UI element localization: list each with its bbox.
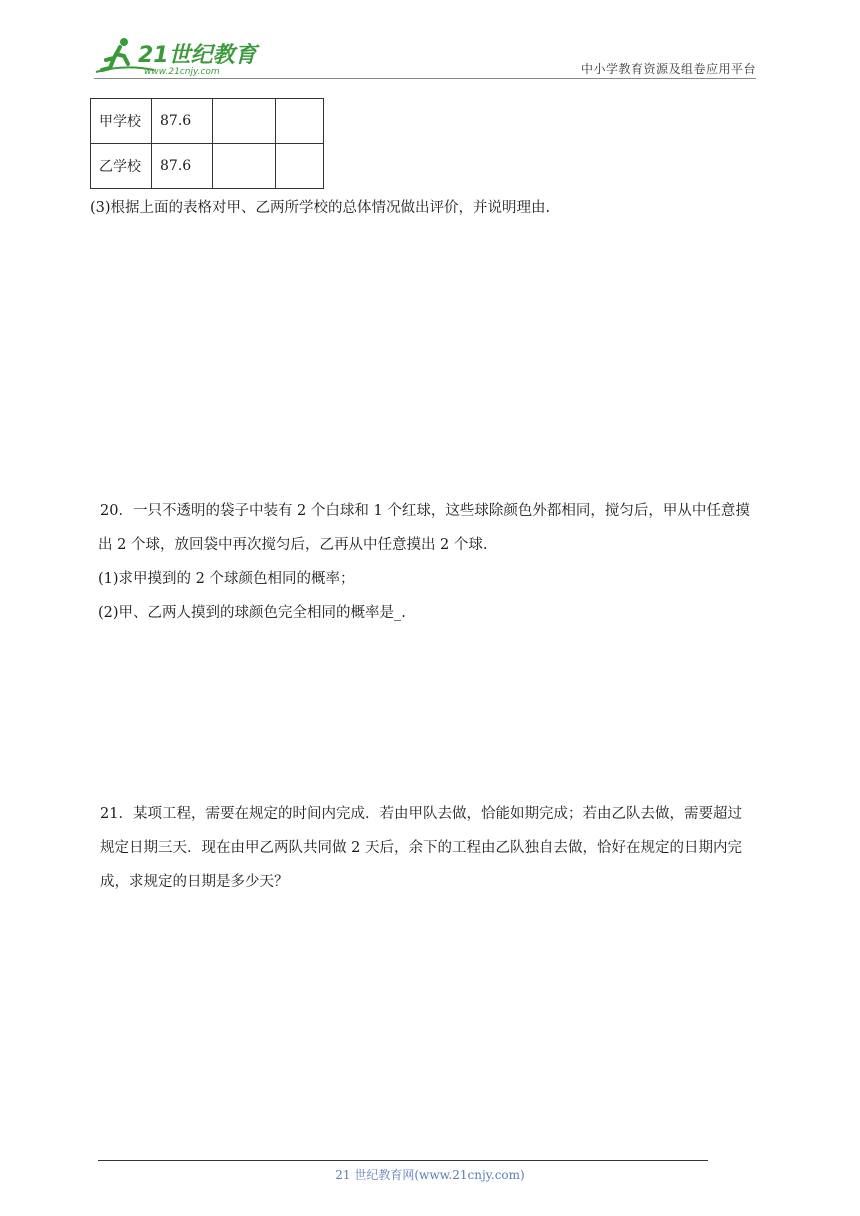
school-name-cell: 乙学校 (91, 144, 152, 189)
school-score-table (90, 98, 324, 189)
question-20-part-1: (1)求甲摸到的 2 个球颜色相同的概率； (98, 571, 355, 587)
question-19-part-3: (3)根据上面的表格对甲、乙两所学校的总体情况做出评价，并说明理由. (90, 200, 551, 216)
empty-cell (213, 144, 276, 189)
question-21-line-3: 成，求规定的日期是多少天？ (100, 874, 289, 890)
score-cell: 87.6 (152, 99, 213, 144)
footer-divider (98, 1160, 708, 1161)
question-21 (100, 797, 764, 899)
question-20-part-2: (2)甲、乙两人摸到的球颜色完全相同的概率是_. (98, 605, 406, 621)
empty-cell (276, 99, 324, 144)
score-cell: 87.6 (152, 144, 213, 189)
site-logo (94, 34, 264, 78)
question-21-line-1: 21．某项工程，需要在规定的时间内完成．若由甲队去做，恰能如期完成；若由乙队去做，需要超过 (100, 806, 742, 822)
svg-text:www.21cnjy.com: www.21cnjy.com (144, 67, 220, 77)
svg-text:21世纪教育: 21世纪教育 (138, 43, 257, 68)
question-20-line-2: 出 2 个球，放回袋中再次搅匀后，乙再从中任意摸出 2 个球. (98, 537, 488, 553)
table-row (91, 99, 324, 144)
table-row (91, 144, 324, 189)
school-name-cell: 甲学校 (91, 99, 152, 144)
empty-cell (213, 99, 276, 144)
header-divider (94, 78, 756, 79)
question-21-line-2: 规定日期三天．现在由甲乙两队共同做 2 天后，余下的工程由乙队独自去做，恰好在规定的日期内完 (100, 840, 742, 856)
question-20 (100, 494, 764, 630)
header-platform-name: 中小学教育资源及组卷应用平台 (580, 62, 756, 76)
empty-cell (276, 144, 324, 189)
footer-site-link[interactable]: 21 世纪教育网(www.21cnjy.com) (335, 1168, 525, 1182)
question-20-line-1: 20．一只不透明的袋子中装有 2 个白球和 1 个红球，这些球除颜色外都相同，搅匀后，甲从中任意摸 (100, 503, 750, 519)
